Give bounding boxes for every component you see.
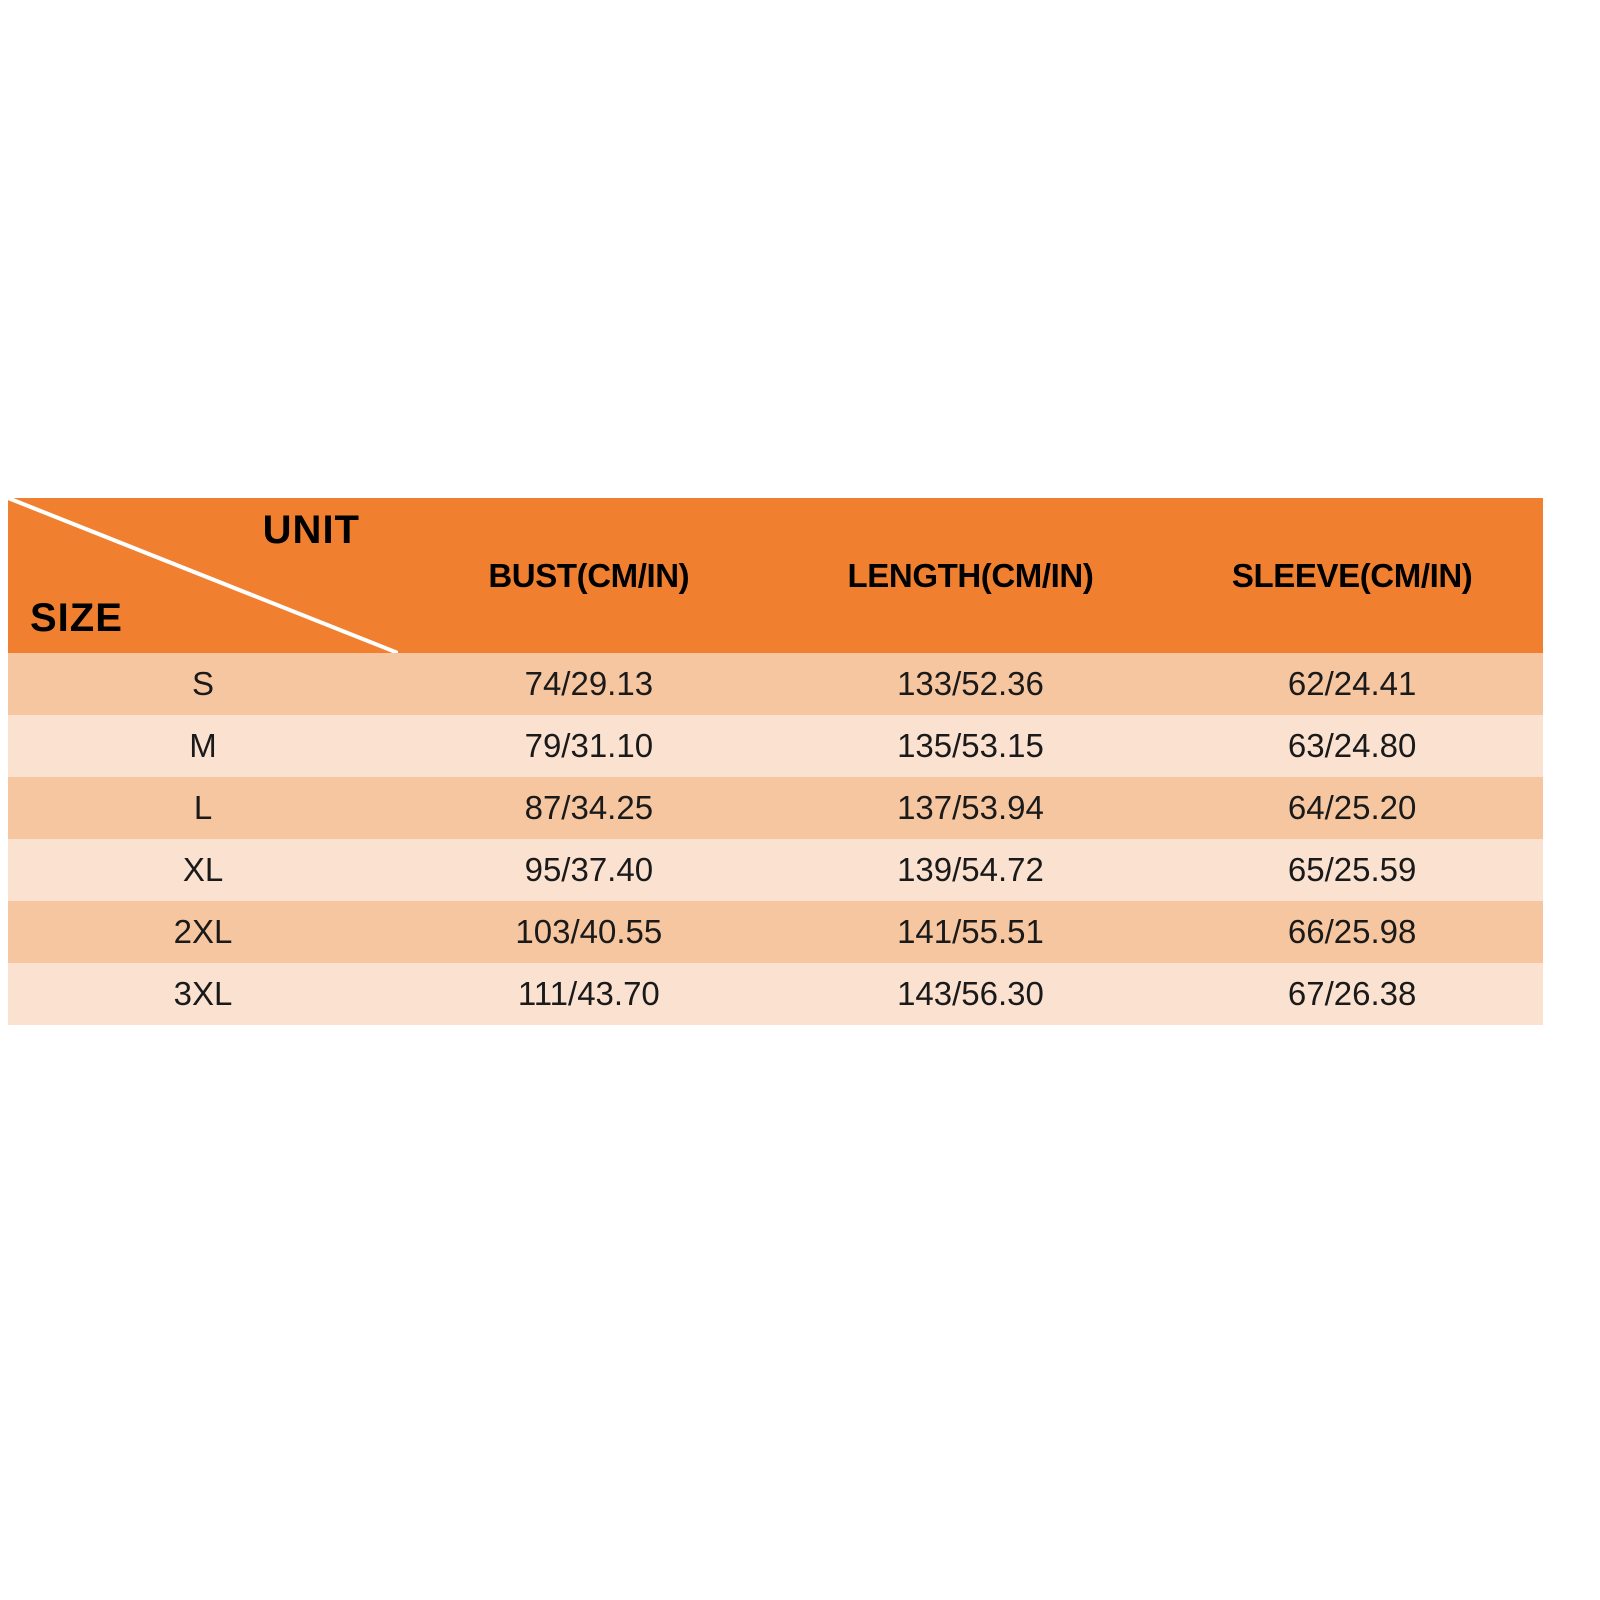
column-header-bust: BUST(CM/IN) bbox=[398, 498, 780, 653]
cell-sleeve: 67/26.38 bbox=[1161, 963, 1543, 1025]
column-header-sleeve: SLEEVE(CM/IN) bbox=[1161, 498, 1543, 653]
column-header-length: LENGTH(CM/IN) bbox=[780, 498, 1162, 653]
cell-sleeve: 65/25.59 bbox=[1161, 839, 1543, 901]
unit-label: UNIT bbox=[262, 508, 360, 552]
cell-bust: 111/43.70 bbox=[398, 963, 780, 1025]
cell-sleeve: 63/24.80 bbox=[1161, 715, 1543, 777]
size-chart-table bbox=[8, 498, 1543, 1025]
cell-size: XL bbox=[8, 839, 398, 901]
cell-bust: 95/37.40 bbox=[398, 839, 780, 901]
table-body bbox=[8, 653, 1543, 1025]
table-row bbox=[8, 901, 1543, 963]
header-corner-cell bbox=[8, 498, 398, 653]
cell-length: 143/56.30 bbox=[780, 963, 1162, 1025]
table-row bbox=[8, 653, 1543, 715]
cell-sleeve: 64/25.20 bbox=[1161, 777, 1543, 839]
table-row bbox=[8, 777, 1543, 839]
table-header bbox=[8, 498, 1543, 653]
cell-sleeve: 62/24.41 bbox=[1161, 653, 1543, 715]
cell-size: 3XL bbox=[8, 963, 398, 1025]
cell-size: L bbox=[8, 777, 398, 839]
cell-length: 139/54.72 bbox=[780, 839, 1162, 901]
cell-size: 2XL bbox=[8, 901, 398, 963]
cell-bust: 74/29.13 bbox=[398, 653, 780, 715]
cell-bust: 103/40.55 bbox=[398, 901, 780, 963]
cell-bust: 79/31.10 bbox=[398, 715, 780, 777]
header-row bbox=[8, 498, 1543, 653]
cell-bust: 87/34.25 bbox=[398, 777, 780, 839]
table-row bbox=[8, 715, 1543, 777]
size-label: SIZE bbox=[30, 596, 123, 640]
table-row bbox=[8, 963, 1543, 1025]
cell-sleeve: 66/25.98 bbox=[1161, 901, 1543, 963]
cell-size: M bbox=[8, 715, 398, 777]
cell-length: 137/53.94 bbox=[780, 777, 1162, 839]
cell-length: 141/55.51 bbox=[780, 901, 1162, 963]
cell-length: 133/52.36 bbox=[780, 653, 1162, 715]
size-chart-container bbox=[8, 498, 1543, 1025]
cell-size: S bbox=[8, 653, 398, 715]
cell-length: 135/53.15 bbox=[780, 715, 1162, 777]
table-row bbox=[8, 839, 1543, 901]
